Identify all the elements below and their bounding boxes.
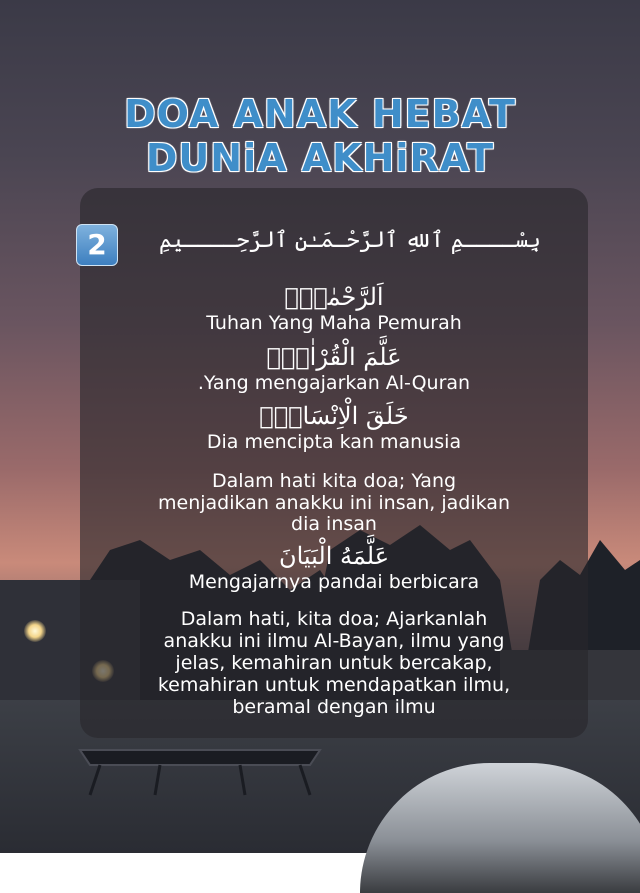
verse-arabic: اَلرَّحْمٰنُۙ (284, 283, 384, 311)
verse-arabic: خَلَقَ الْاِنْسَانَۙ (259, 402, 409, 430)
reflection-line: Dalam hati kita doa; Yang (211, 470, 457, 492)
reflection-line: beramal dengan ilmu (232, 696, 436, 718)
verse-meaning: Dia mencipta kan manusia (206, 431, 462, 453)
number-badge: 2 (76, 224, 118, 266)
street-lamp (24, 620, 46, 642)
verse-meaning: .Yang mengajarkan Al-Quran (197, 372, 471, 394)
verse-arabic: عَلَّمَ الْقُرْاٰنَۗ (266, 343, 402, 371)
title-line-2: DUNiA AKHiRAT (145, 136, 495, 180)
reflection-line: anakku ini ilmu Al-Bayan, ilmu yang (163, 630, 505, 652)
verse-meaning: Tuhan Yang Maha Pemurah (206, 312, 462, 334)
reflection-line: dia insan (291, 513, 377, 535)
title-line-1: DOA ANAK HEBAT (124, 92, 516, 136)
basmala: بِسْــــمِ ٱللهِ ٱلرَّحْـمَـٰنِ ٱلرَّحِــــيمِ (159, 228, 541, 253)
verse-meaning: Mengajarnya pandai berbicara (188, 571, 480, 593)
trampoline (70, 730, 330, 800)
reflection-line: menjadikan anakku ini insan, jadikan (158, 492, 510, 514)
verse-arabic: عَلَّمَهُ الْبَيَانَ (278, 542, 390, 570)
reflection-line: jelas, kemahiran untuk bercakap, (175, 652, 493, 674)
reflection-line: kemahiran untuk mendapatkan ilmu, (157, 674, 511, 696)
reflection-line: Dalam hati, kita doa; Ajarkanlah (180, 608, 488, 630)
